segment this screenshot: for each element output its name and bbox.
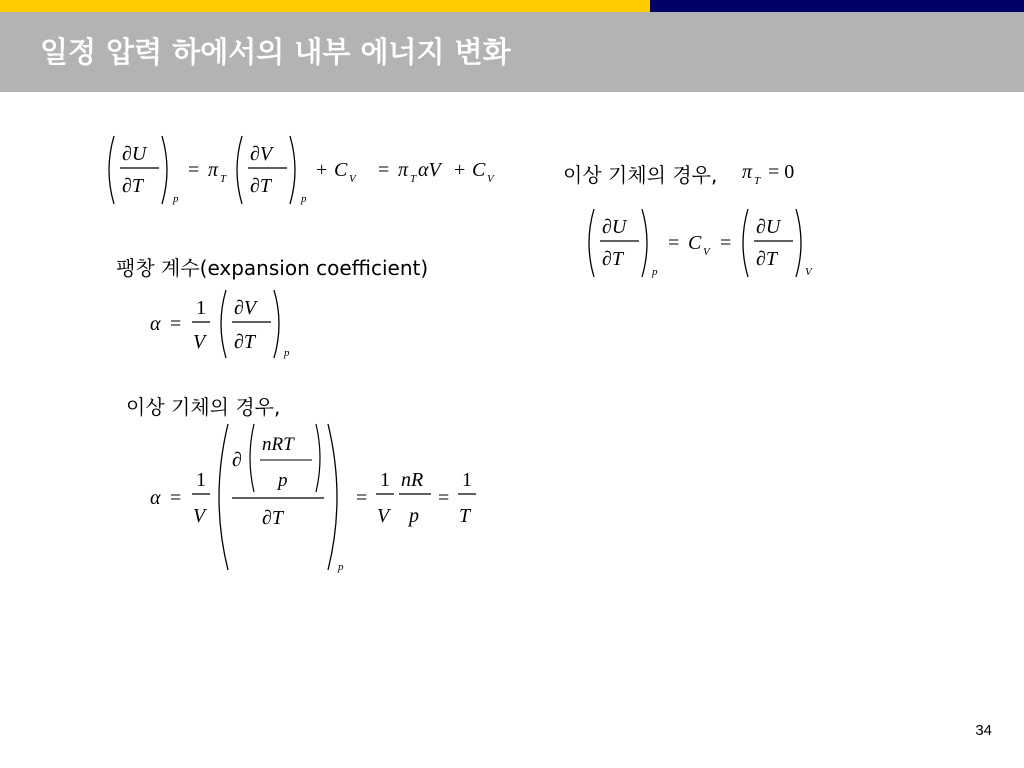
svg-text:π: π: [398, 159, 409, 181]
top-accent-bar-navy: [650, 0, 1024, 12]
svg-text:p: p: [278, 470, 288, 491]
svg-text:p: p: [652, 266, 658, 278]
svg-text:∂U: ∂U: [122, 143, 147, 165]
svg-text:V: V: [349, 173, 356, 185]
svg-text:p: p: [301, 193, 307, 205]
equation-dudt-p-equals-cv: [584, 205, 824, 285]
svg-text:C: C: [688, 232, 702, 254]
svg-text:+: +: [454, 159, 466, 181]
svg-text:∂U: ∂U: [602, 216, 627, 238]
svg-text:αV: αV: [418, 159, 441, 181]
svg-text:=: =: [188, 159, 200, 181]
expansion-coefficient-text: 팽창 계수(expansion coefficient): [116, 256, 429, 280]
expansion-coefficient-label: [116, 252, 428, 281]
svg-text:α: α: [150, 487, 161, 509]
svg-text:C: C: [472, 159, 486, 181]
svg-text:V: V: [193, 331, 206, 353]
svg-text:∂U: ∂U: [756, 216, 781, 238]
svg-text:∂T: ∂T: [602, 248, 624, 270]
ideal-gas-case-text-1: 이상 기체의 경우,: [563, 163, 718, 187]
svg-text:=: =: [668, 232, 680, 254]
svg-text:α: α: [150, 313, 161, 335]
svg-text:=: =: [170, 313, 182, 335]
svg-text:nRT: nRT: [262, 434, 294, 455]
equation-alpha-definition: [148, 288, 308, 364]
ideal-gas-case-label-2: [126, 391, 280, 420]
svg-text:1: 1: [462, 469, 472, 491]
equation-alpha-ideal-gas: [148, 420, 488, 578]
svg-text:+: +: [316, 159, 328, 181]
svg-text:p: p: [409, 505, 419, 527]
equation-dudt-p-expansion: [104, 130, 524, 210]
svg-text:∂T: ∂T: [756, 248, 778, 270]
svg-text:nR: nR: [401, 469, 424, 491]
svg-text:T: T: [754, 175, 761, 187]
svg-text:∂T: ∂T: [122, 175, 144, 197]
page-number: 34: [975, 722, 992, 739]
svg-text:C: C: [334, 159, 348, 181]
svg-text:p: p: [338, 561, 344, 573]
svg-text:T: T: [220, 173, 227, 185]
top-accent-bar-yellow: [0, 0, 650, 12]
svg-text:V: V: [193, 505, 206, 527]
ideal-gas-case-text-2: 이상 기체의 경우,: [126, 395, 281, 419]
svg-text:1: 1: [196, 469, 206, 491]
svg-text:π: π: [742, 161, 753, 183]
svg-text:p: p: [173, 193, 179, 205]
svg-text:=: =: [438, 487, 450, 509]
svg-text:T: T: [410, 173, 417, 185]
svg-text:1: 1: [196, 297, 206, 319]
svg-text:1: 1: [380, 469, 390, 491]
svg-text:p: p: [284, 347, 290, 359]
svg-text:π: π: [208, 159, 219, 181]
svg-text:=: =: [720, 232, 732, 254]
slide-title: 일정 압력 하에서의 내부 에너지 변화: [40, 35, 511, 69]
svg-text:∂T: ∂T: [250, 175, 272, 197]
svg-text:= 0: = 0: [768, 161, 795, 183]
svg-text:V: V: [805, 266, 812, 278]
equation-pi-t-zero: [742, 154, 822, 188]
svg-text:=: =: [356, 487, 368, 509]
svg-text:T: T: [459, 505, 471, 527]
svg-text:∂V: ∂V: [250, 143, 273, 165]
svg-text:=: =: [170, 487, 182, 509]
svg-text:=: =: [378, 159, 390, 181]
svg-text:V: V: [487, 173, 494, 185]
ideal-gas-case-label-1: [563, 159, 717, 188]
svg-text:∂T: ∂T: [262, 507, 284, 529]
svg-text:∂T: ∂T: [234, 331, 256, 353]
svg-text:∂: ∂: [232, 449, 242, 471]
svg-text:V: V: [703, 246, 710, 258]
svg-text:V: V: [377, 505, 390, 527]
svg-text:∂V: ∂V: [234, 297, 257, 319]
